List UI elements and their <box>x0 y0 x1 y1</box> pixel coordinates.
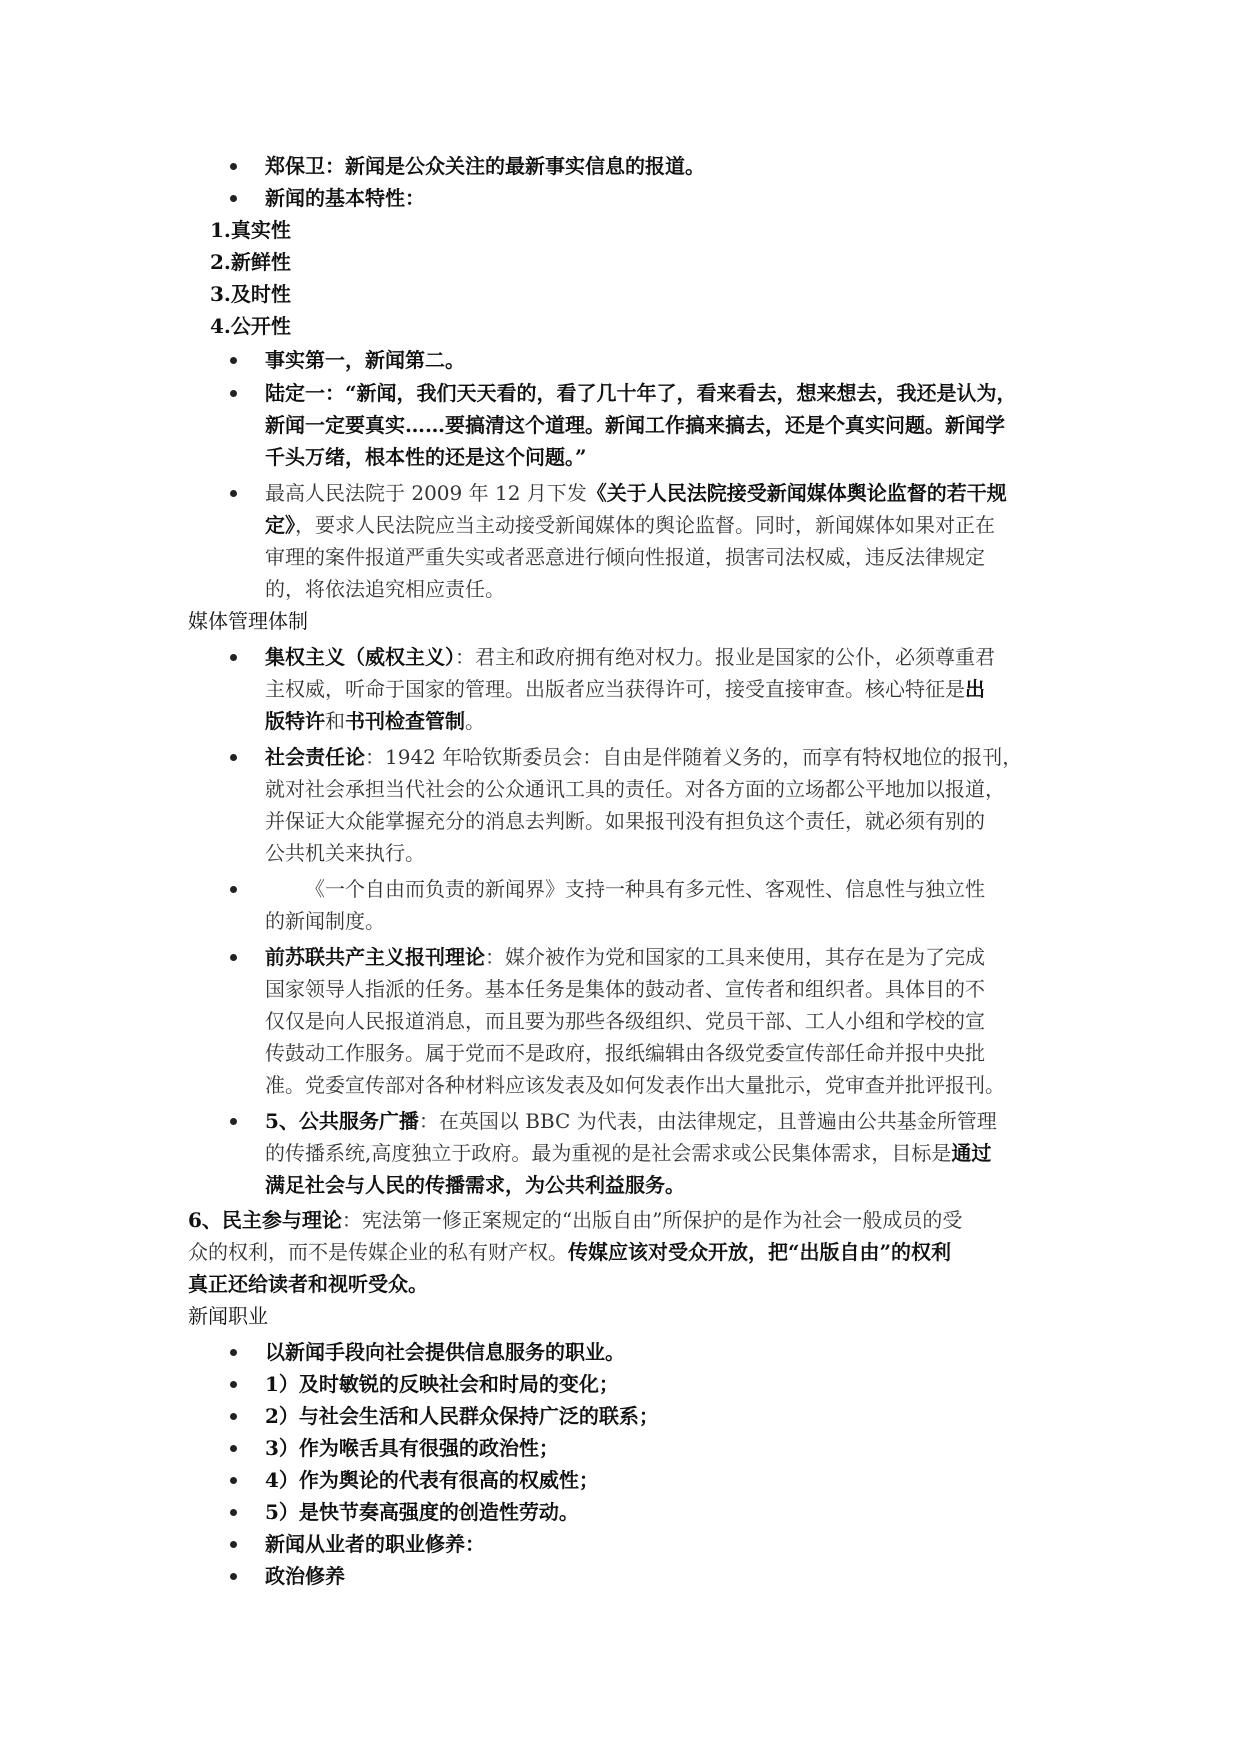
public-broadcasting-term: 5、公共服务广播 <box>265 1109 419 1133</box>
bullet-icon <box>230 1509 237 1516</box>
list-item: 5）是快节奏高强度的创造性劳动。 <box>265 1500 579 1524</box>
paragraph-authoritarian-line-2 <box>265 673 985 705</box>
bullet-icon <box>230 1413 237 1420</box>
bullet-icon <box>230 1118 237 1125</box>
bullet-icon <box>230 490 237 497</box>
court-requirement-text: ，要求人民法院应当主动接受新闻媒体的舆论监督。同时，新闻媒体如果对正在 <box>295 513 995 537</box>
feature-item-4: 4.公开性 <box>210 314 291 338</box>
authoritarian-conjunction: 和 <box>325 709 345 733</box>
bullet-icon <box>230 1477 237 1484</box>
bullet-icon <box>230 1573 237 1580</box>
paragraph-free-press-line-1: 《一个自由而负责的新闻界》支持一种具有多元性、客观性、信息性与独立性 <box>305 877 985 901</box>
paragraph-democratic-participant-line-3: 真正还给读者和视听受众。 <box>188 1272 428 1296</box>
paragraph-authoritarian-line-1 <box>265 641 995 673</box>
section-heading-journalism-profession: 新闻职业 <box>188 1304 268 1328</box>
public-broadcasting-emphasis: 通过 <box>951 1141 992 1165</box>
bullet-icon <box>230 1541 237 1548</box>
list-item: 3）作为喉舌具有很强的政治性； <box>265 1436 559 1460</box>
paragraph-public-broadcasting-line-2 <box>265 1137 991 1169</box>
paragraph-facts-first: 事实第一，新闻第二。 <box>265 348 465 372</box>
authoritarian-term: 集权主义（威权主义） <box>265 645 455 669</box>
paragraph-lu-dingyi-line-3: 千头万绪，根本性的还是这个问题。” <box>265 445 587 469</box>
bullet-icon <box>230 954 237 961</box>
court-document-title: 《关于人民法院接受新闻媒体舆论监督的若干规 <box>586 481 1007 505</box>
bullet-icon <box>230 163 237 170</box>
bullet-icon <box>230 357 237 364</box>
list-item: 新闻从业者的职业修养： <box>265 1532 485 1556</box>
paragraph-soviet-theory-line-5: 准。党委宣传部对各种材料应该发表及如何发表作出大量批示，党审查并批评报刊。 <box>265 1073 1005 1097</box>
paragraph-social-responsibility-line-1 <box>265 741 1022 773</box>
list-item: 1）及时敏锐的反映社会和时局的变化； <box>265 1372 619 1396</box>
bullet-icon <box>230 390 237 397</box>
bullet-icon <box>230 886 237 893</box>
list-item: 2）与社会生活和人民群众保持广泛的联系； <box>265 1404 659 1428</box>
public-broadcasting-definition: ：在英国以 BBC 为代表，由法律规定，且普遍由公共基金所管理 <box>418 1109 997 1133</box>
bullet-icon <box>230 1349 237 1356</box>
democratic-participant-definition: ：宪法第一修正案规定的“出版自由”所保护的是作为社会一般成员的受 <box>341 1208 963 1232</box>
paragraph-social-responsibility-line-4: 公共机关来执行。 <box>265 841 425 865</box>
paragraph-soviet-theory-line-4: 传鼓动工作服务。属于党而不是政府，报纸编辑由各级党委宣传部任命并报中央批 <box>265 1041 985 1065</box>
bullet-icon <box>230 754 237 761</box>
section-heading-media-management: 媒体管理体制 <box>188 609 308 633</box>
list-item: 政治修养 <box>265 1564 345 1588</box>
paragraph-soviet-theory-line-1 <box>265 941 985 973</box>
authoritarian-text: 主权威，听命于国家的管理。出版者应当获得许可，接受直接审查。核心特征是 <box>265 677 965 701</box>
authoritarian-definition: ：君主和政府拥有绝对权力。报业是国家的公仆，必须尊重君 <box>455 645 995 669</box>
bullet-icon <box>230 654 237 661</box>
paragraph-zheng-baowei: 郑保卫：新闻是公众关注的最新事实信息的报道。 <box>265 154 705 178</box>
social-responsibility-term: 社会责任论 <box>265 745 365 769</box>
paragraph-soviet-theory-line-2: 国家领导人指派的任务。基本任务是集体的鼓动者、宣传者和组织者。具体目的不 <box>265 977 985 1001</box>
feature-item-1: 1.真实性 <box>210 218 291 242</box>
paragraph-social-responsibility-line-3: 并保证大众能掌握充分的消息去判断。如果报刊没有担负这个责任，就必须有别的 <box>265 809 985 833</box>
paragraph-supreme-court-line-3: 审理的案件报道严重失实或者恶意进行倾向性报道，损害司法权威，违反法律规定 <box>265 545 985 569</box>
paragraph-public-broadcasting-line-3: 满足社会与人民的传播需求，为公共利益服务。 <box>265 1173 685 1197</box>
bullet-icon <box>230 1381 237 1388</box>
authoritarian-emphasis: 出 <box>965 677 985 701</box>
soviet-theory-term: 前苏联共产主义报刊理论 <box>265 945 485 969</box>
authoritarian-emphasis-license: 版特许 <box>265 709 325 733</box>
paragraph-public-broadcasting-line-1 <box>265 1105 997 1137</box>
authoritarian-period: 。 <box>465 709 485 733</box>
paragraph-authoritarian-line-3 <box>265 705 485 737</box>
public-broadcasting-text: 的传播系统,高度独立于政府。最为重视的是社会需求或公民集体需求，目标是 <box>265 1141 952 1165</box>
paragraph-basic-features: 新闻的基本特性： <box>265 186 425 210</box>
paragraph-democratic-participant-line-1 <box>188 1204 962 1236</box>
authoritarian-emphasis-censorship: 书刊检查管制 <box>345 709 465 733</box>
court-intro-text: 最高人民法院于 2009 年 12 月下发 <box>265 481 587 505</box>
feature-item-2: 2.新鲜性 <box>210 250 291 274</box>
democratic-participant-emphasis: 传媒应该对受众开放，把“出版自由”的权利 <box>568 1240 952 1264</box>
social-responsibility-definition: ：1942 年哈钦斯委员会：自由是伴随着义务的，而享有特权地位的报刊， <box>365 745 1023 769</box>
paragraph-supreme-court-line-1 <box>265 477 1007 509</box>
democratic-participant-text: 众的权利，而不是传媒企业的私有财产权。 <box>188 1240 568 1264</box>
paragraph-supreme-court-line-2 <box>265 509 995 541</box>
democratic-participant-term: 6、民主参与理论 <box>188 1208 342 1232</box>
bullet-icon <box>230 195 237 202</box>
paragraph-lu-dingyi-line-2: 新闻一定要真实……要搞清这个道理。新闻工作搞来搞去，还是个真实问题。新闻学 <box>265 413 1005 437</box>
list-item: 以新闻手段向社会提供信息服务的职业。 <box>265 1340 625 1364</box>
bullet-icon <box>230 1445 237 1452</box>
paragraph-social-responsibility-line-2: 就对社会承担当代社会的公众通讯工具的责任。对各方面的立场都公平地加以报道， <box>265 777 1005 801</box>
soviet-theory-definition: ：媒介被作为党和国家的工具来使用，其存在是为了完成 <box>485 945 985 969</box>
list-item: 4）作为舆论的代表有很高的权威性； <box>265 1468 599 1492</box>
paragraph-lu-dingyi-line-1: 陆定一：“新闻，我们天天看的，看了几十年了，看来看去，想来想去，我还是认为， <box>265 381 1017 405</box>
court-document-title-end: 定》 <box>265 513 295 537</box>
paragraph-free-press-line-2: 的新闻制度。 <box>265 909 385 933</box>
feature-item-3: 3.及时性 <box>210 282 291 306</box>
paragraph-democratic-participant-line-2 <box>188 1236 951 1268</box>
paragraph-soviet-theory-line-3: 仅仅是向人民报道消息，而且要为那些各级组织、党员干部、工人小组和学校的宣 <box>265 1009 985 1033</box>
paragraph-supreme-court-line-4: 的，将依法追究相应责任。 <box>265 577 505 601</box>
